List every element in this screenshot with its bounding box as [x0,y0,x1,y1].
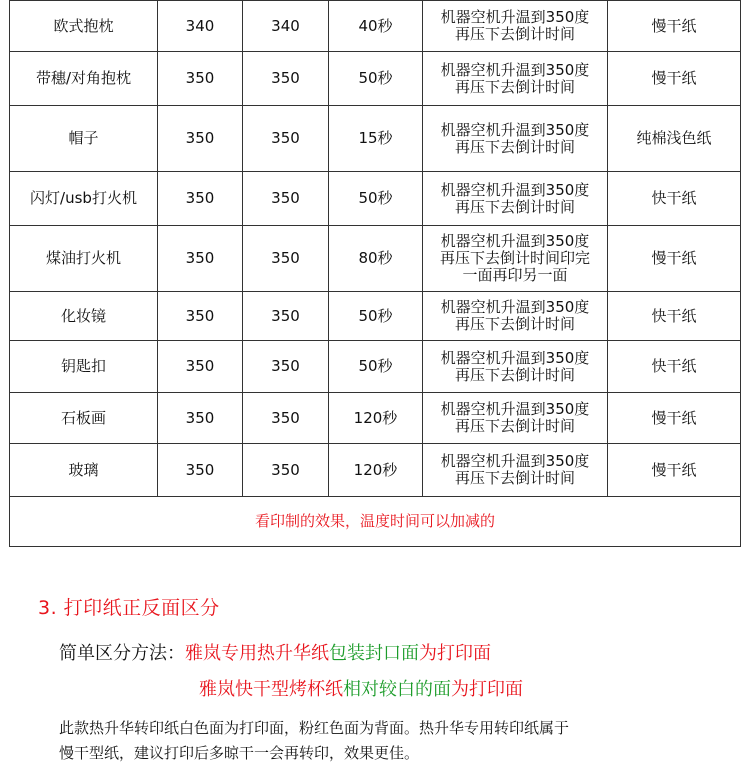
paper-type-cell: 快干纸 [608,341,741,393]
parameter-table [9,0,741,547]
temperature-cell: 350 [243,444,329,497]
item-name-cell: 闪灯/usb打火机 [10,172,158,226]
time-cell: 50秒 [329,172,423,226]
distinguish-method-line-1 [59,639,491,665]
instruction-cell [423,172,608,226]
paper-type-cell: 慢干纸 [608,1,741,52]
instruction-line: 机器空机升温到350度 [440,120,590,139]
time-cell: 50秒 [329,341,423,393]
description-line: 此款热升华转印纸白色面为打印面，粉红色面为背面。热升华专用转印纸属于 [59,719,570,737]
method-highlight-red: 为打印面 [451,679,523,700]
instruction-cell [423,226,608,292]
method-highlight-green: 相对较白的面 [343,679,451,700]
parameter-table-body [10,1,741,547]
temperature-cell: 350 [158,341,243,393]
table-row [10,444,741,497]
instruction-line: 机器空机升温到350度 [440,180,590,199]
temperature-cell: 340 [243,1,329,52]
instruction-line: 再压下去倒计时间 [454,315,575,333]
time-cell: 120秒 [329,444,423,497]
instruction-cell [423,444,608,497]
time-cell: 80秒 [329,226,423,292]
instruction-line: 再压下去倒计时间 [454,417,575,435]
instruction-line: 一面再印另一面 [462,266,568,284]
instruction-cell [423,106,608,172]
table-row [10,292,741,341]
temperature-cell: 350 [158,393,243,444]
item-name-cell: 帽子 [10,106,158,172]
time-cell: 50秒 [329,52,423,106]
instruction-line: 再压下去倒计时间 [454,469,575,487]
paper-type-cell: 慢干纸 [608,226,741,292]
instruction-line: 再压下去倒计时间 [454,25,575,43]
temperature-cell: 350 [243,52,329,106]
temperature-cell: 350 [158,172,243,226]
distinguish-method-line-2 [199,675,523,701]
time-cell: 120秒 [329,393,423,444]
temperature-cell: 350 [243,172,329,226]
temperature-cell: 350 [243,106,329,172]
table-row [10,1,741,52]
paper-type-cell: 快干纸 [608,292,741,341]
time-cell: 50秒 [329,292,423,341]
table-footer-row [10,497,741,547]
instruction-line: 再压下去倒计时间印完 [439,249,590,267]
method-label: 简单区分方法： [59,643,185,664]
temperature-cell: 340 [158,1,243,52]
time-cell: 40秒 [329,1,423,52]
temperature-cell: 350 [158,106,243,172]
temperature-cell: 350 [158,292,243,341]
instruction-line: 机器空机升温到350度 [440,400,590,418]
item-name-cell: 带穗/对角抱枕 [10,52,158,106]
paper-type-cell: 慢干纸 [608,444,741,497]
temperature-cell: 350 [158,444,243,497]
item-name-cell: 欧式抱枕 [10,1,158,52]
instruction-line: 机器空机升温到350度 [440,232,590,250]
paper-type-cell: 慢干纸 [608,52,741,106]
instruction-cell [423,52,608,106]
table-row [10,106,741,172]
instruction-line: 机器空机升温到350度 [440,452,590,470]
paper-type-cell: 快干纸 [608,172,741,226]
instruction-line: 再压下去倒计时间 [454,137,575,156]
paper-type-cell: 纯棉浅色纸 [608,106,741,172]
instruction-line: 机器空机升温到350度 [440,348,590,367]
instruction-line: 再压下去倒计时间 [454,365,575,384]
item-name-cell: 煤油打火机 [10,226,158,292]
adjustment-note: 看印制的效果，温度时间可以加减的 [10,497,741,547]
method-highlight-red: 为打印面 [419,643,491,664]
temperature-cell: 350 [243,393,329,444]
table-row [10,393,741,444]
temperature-cell: 350 [158,52,243,106]
item-name-cell: 钥匙扣 [10,341,158,393]
method-highlight-red: 雅岚快干型烤杯纸 [199,679,343,700]
table-row [10,341,741,393]
instruction-cell [423,292,608,341]
item-name-cell: 玻璃 [10,444,158,497]
instruction-cell [423,1,608,52]
instruction-cell [423,393,608,444]
instruction-cell [423,341,608,393]
instruction-line: 机器空机升温到350度 [440,298,590,316]
item-name-cell: 石板画 [10,393,158,444]
table-row [10,52,741,106]
section-title: 3. 打印纸正反面区分 [38,597,220,619]
temperature-cell: 350 [243,226,329,292]
method-highlight-red: 雅岚专用热升华纸 [185,643,329,664]
time-cell: 15秒 [329,106,423,172]
instruction-line: 再压下去倒计时间 [454,197,575,216]
instruction-line: 机器空机升温到350度 [440,8,590,26]
table-row [10,226,741,292]
temperature-cell: 350 [243,292,329,341]
description-paragraph [59,716,699,766]
instruction-line: 再压下去倒计时间 [454,77,575,96]
method-highlight-green: 包装封口面 [329,643,419,664]
temperature-cell: 350 [158,226,243,292]
item-name-cell: 化妆镜 [10,292,158,341]
paper-type-cell: 慢干纸 [608,393,741,444]
temperature-cell: 350 [243,341,329,393]
table-row [10,172,741,226]
description-line: 慢干型纸，建议打印后多晾干一会再转印，效果更佳。 [59,744,420,762]
instruction-line: 机器空机升温到350度 [440,60,590,79]
